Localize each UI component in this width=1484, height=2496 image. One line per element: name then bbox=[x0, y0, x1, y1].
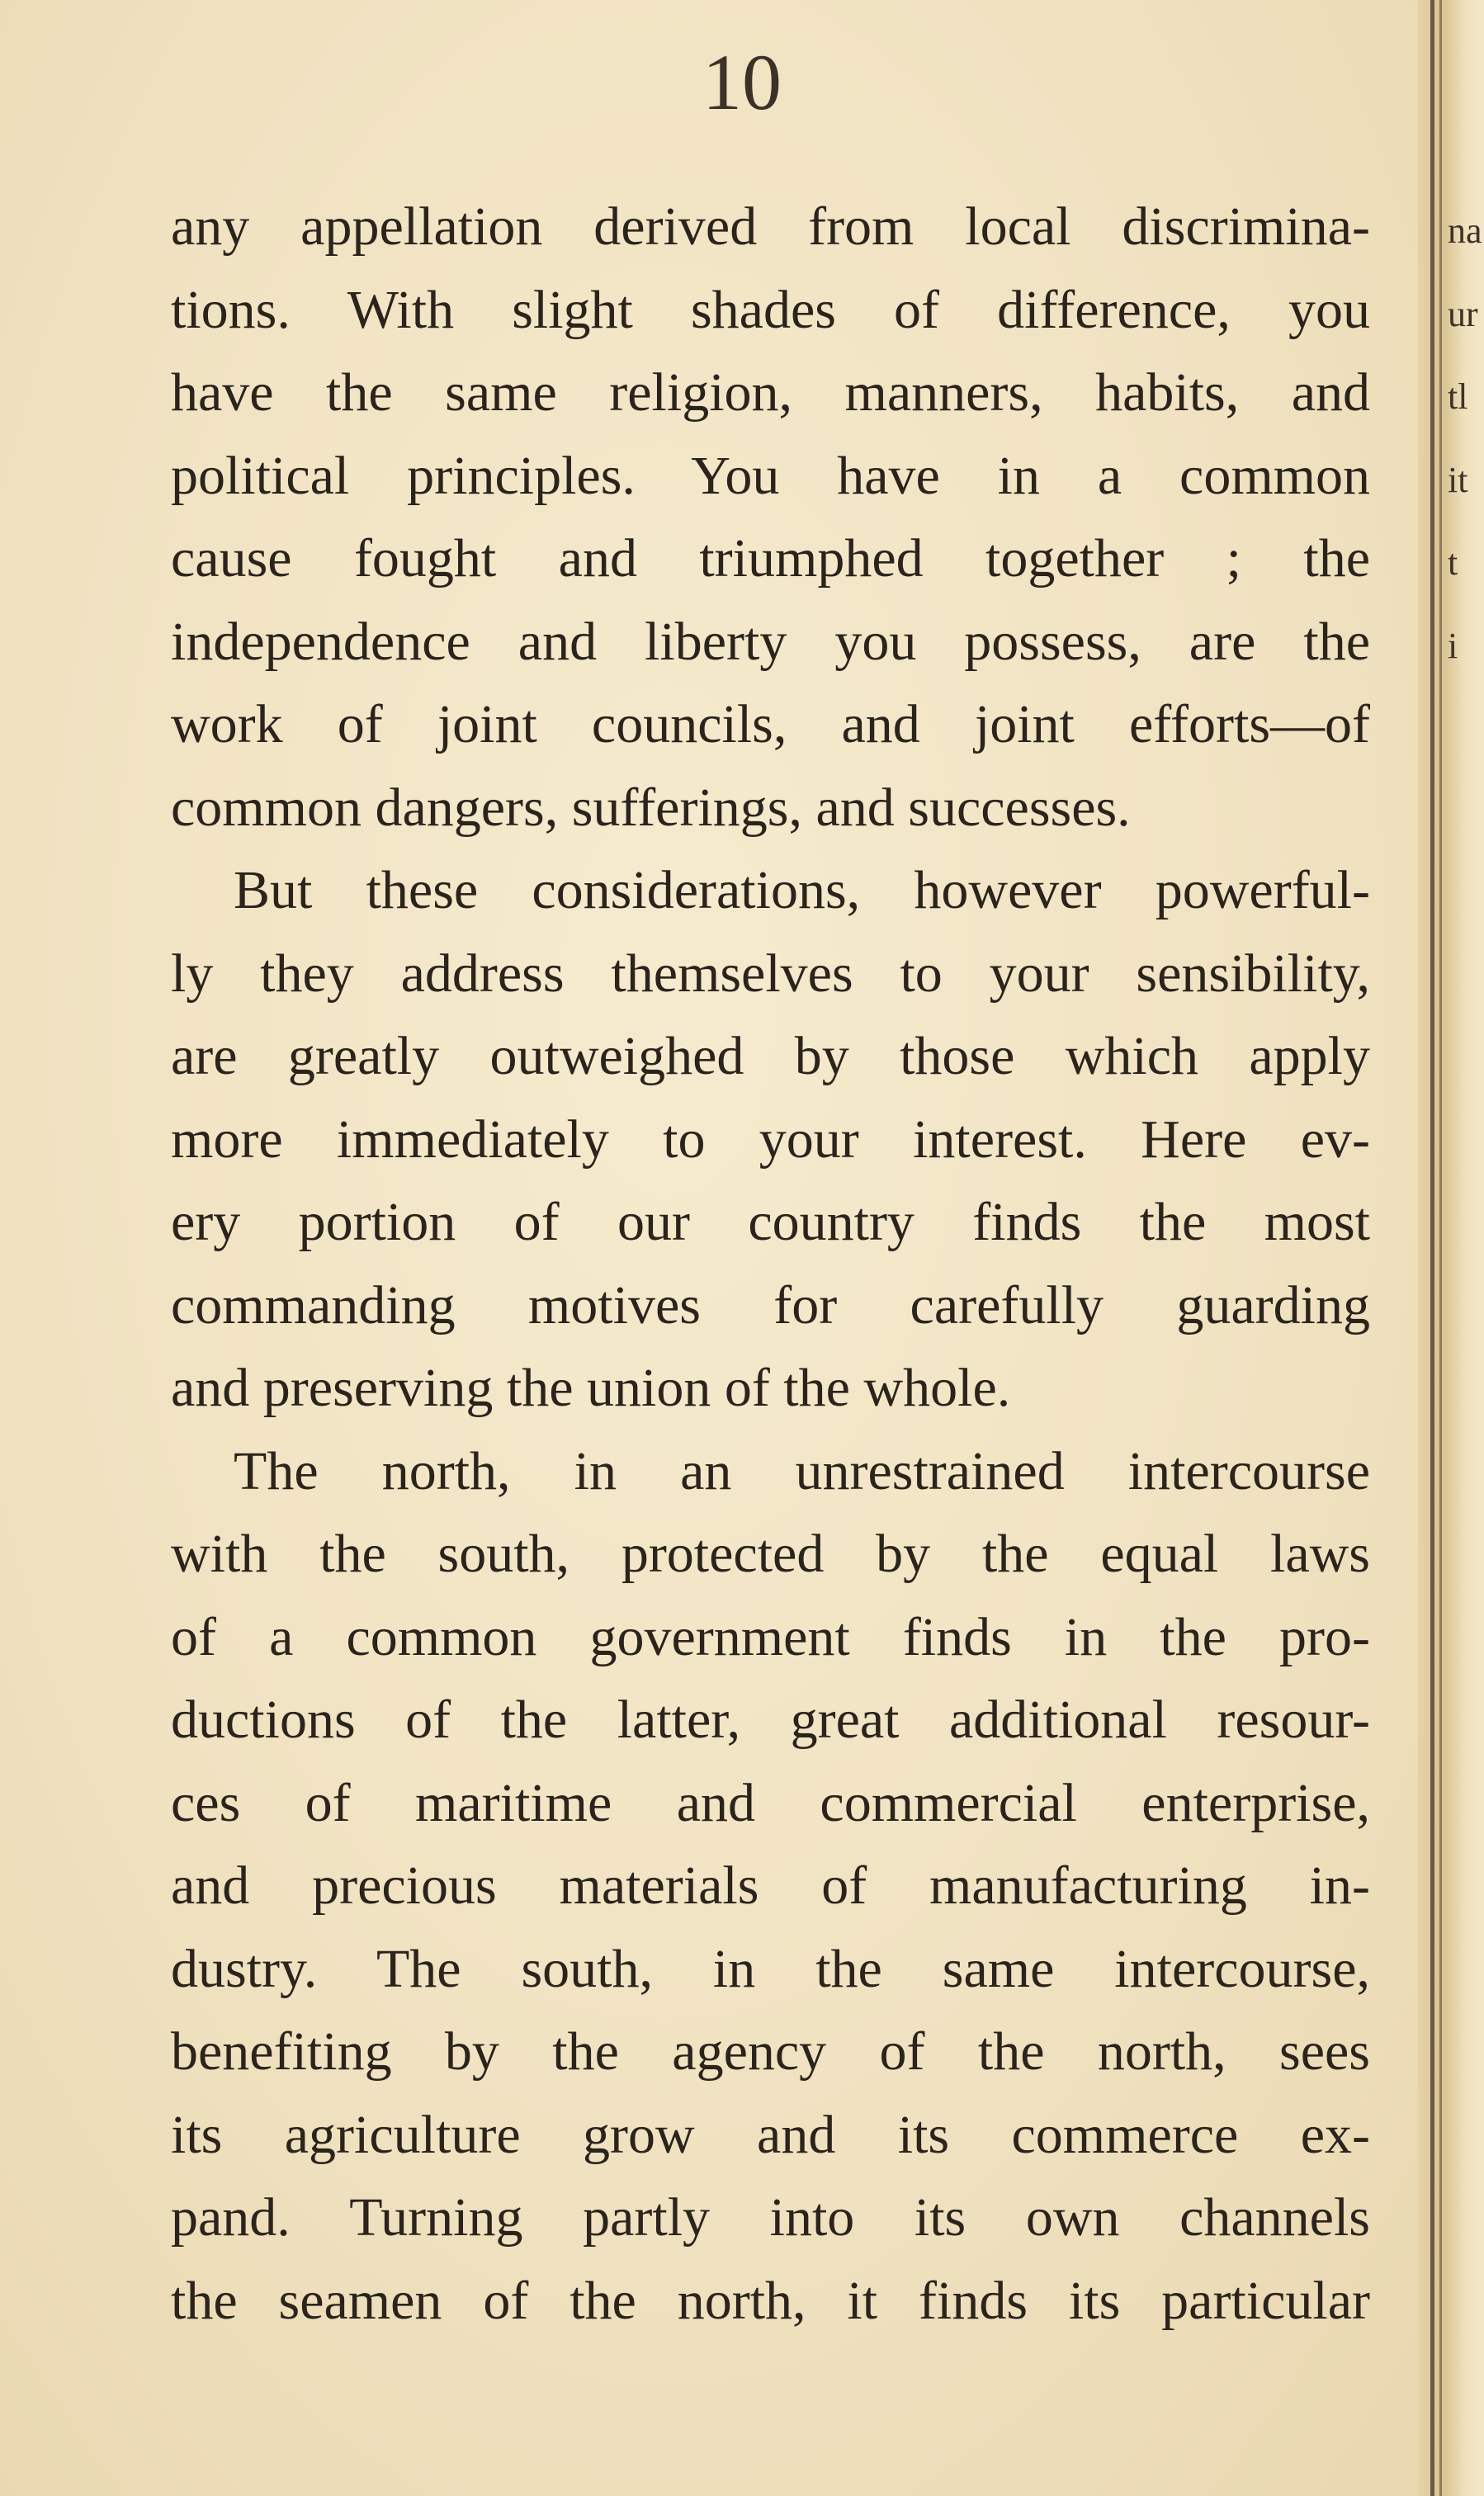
text-line: work of joint councils, and joint efforts—of bbox=[171, 694, 1370, 754]
edge-glyph: ur bbox=[1448, 293, 1478, 334]
text-line: are greatly outweighed by those which apply bbox=[171, 1026, 1370, 1086]
text-line: cause fought and triumphed together ; the bbox=[171, 528, 1370, 589]
text-line: the seamen of the north, it finds its particular bbox=[171, 2270, 1370, 2331]
text-line: benefiting by the agency of the north, sees bbox=[171, 2021, 1370, 2082]
facing-page-edge-text bbox=[1448, 190, 1484, 688]
text-line: ery portion of our country finds the most bbox=[171, 1192, 1370, 1252]
binding-line bbox=[1439, 0, 1442, 2496]
text-line: ly they address themselves to your sensibility, bbox=[171, 943, 1370, 1004]
edge-glyph: na bbox=[1448, 210, 1482, 251]
text-line: of a common government finds in the pro- bbox=[171, 1606, 1370, 1667]
text-line: dustry. The south, in the same intercourse, bbox=[171, 1938, 1370, 1999]
text-line: more immediately to your interest. Here ev- bbox=[171, 1109, 1370, 1170]
text-line: commanding motives for carefully guarding bbox=[171, 1274, 1370, 1335]
paragraph-start-line: The north, in an unrestrained intercourse bbox=[234, 1440, 1370, 1501]
text-line: ces of maritime and commercial enterprise, bbox=[171, 1772, 1370, 1833]
text-line: political principles. You have in a common bbox=[171, 445, 1370, 506]
text-line: ductions of the latter, great additional resour- bbox=[171, 1690, 1370, 1750]
text-line: any appellation derived from local discrimina- bbox=[171, 196, 1370, 257]
text-line: pand. Turning partly into its own channels bbox=[171, 2187, 1370, 2248]
paragraph-end-line: common dangers, sufferings, and successes. bbox=[171, 777, 1131, 838]
text-line: and precious materials of manufacturing in- bbox=[171, 1855, 1370, 1916]
edge-glyph: i bbox=[1448, 625, 1458, 666]
text-line: independence and liberty you possess, are the bbox=[171, 611, 1370, 672]
text-line: its agriculture grow and its commerce ex- bbox=[171, 2104, 1370, 2165]
edge-glyph: it bbox=[1448, 459, 1468, 500]
binding-line bbox=[1430, 0, 1434, 2496]
body-text bbox=[171, 186, 1370, 2342]
text-line: with the south, protected by the equal laws bbox=[171, 1524, 1370, 1584]
paragraph-start-line: But these considerations, however powerful- bbox=[234, 860, 1370, 920]
paragraph-end-line: and preserving the union of the whole. bbox=[171, 1358, 1011, 1418]
edge-glyph: tl bbox=[1448, 376, 1468, 417]
text-line: have the same religion, manners, habits, and bbox=[171, 362, 1370, 423]
text-line: tions. With slight shades of difference, you bbox=[171, 279, 1370, 340]
page-number: 10 bbox=[702, 38, 782, 126]
edge-glyph: t bbox=[1448, 542, 1458, 583]
